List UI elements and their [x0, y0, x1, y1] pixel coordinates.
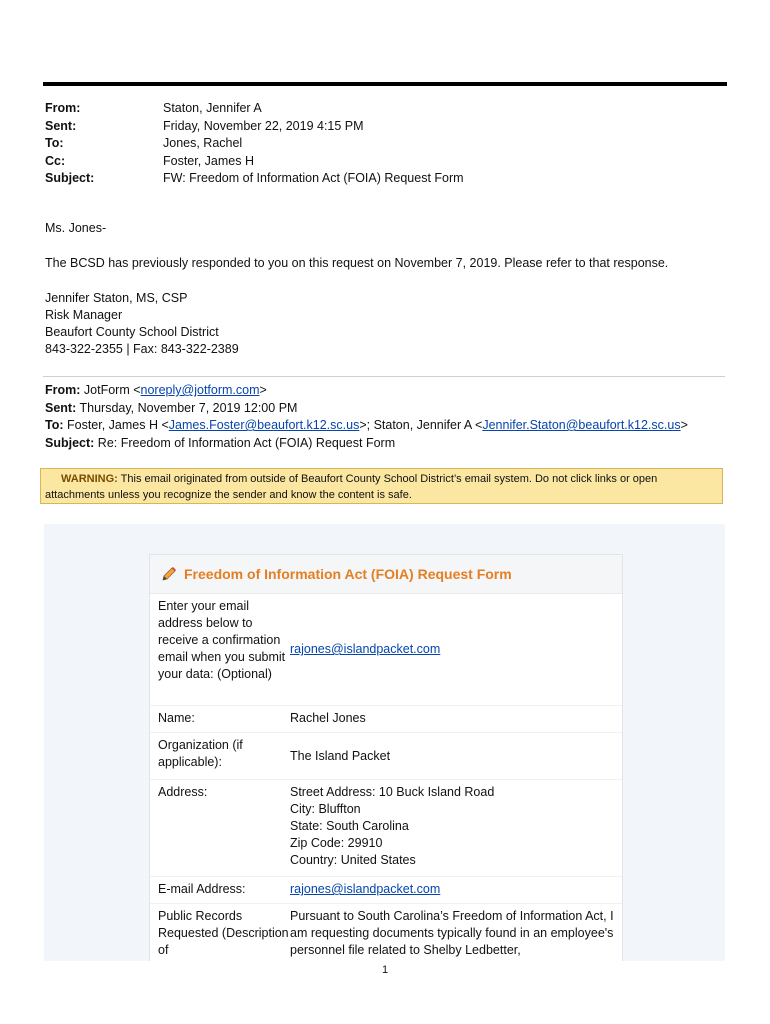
fwd-subject-value: Re: Freedom of Information Act (FOIA) Request Form [97, 435, 396, 450]
to-value: Jones, Rachel [163, 136, 243, 150]
form-label: Name: [158, 711, 195, 725]
address-line: Country: United States [290, 853, 416, 867]
signature-line: 843-322-2355 | Fax: 843-322-2389 [45, 342, 239, 356]
fwd-to-label: To: [45, 418, 64, 432]
form-row-records-requested [150, 904, 622, 961]
form-label: Organization (if applicable): [158, 738, 243, 769]
cc-label: Cc: [45, 153, 66, 168]
signature-line: Risk Manager [45, 308, 123, 322]
form-title-bar [150, 555, 622, 594]
form-row-name [150, 706, 622, 733]
fwd-to-email2-link[interactable]: Jennifer.Staton@beaufort.k12.sc.us [482, 418, 681, 432]
confirm-email-link[interactable]: rajones@islandpacket.com [290, 642, 441, 656]
form-value: Rachel Jones [290, 711, 366, 725]
subject-value: FW: Freedom of Information Act (FOIA) Request Form [163, 171, 464, 185]
fwd-to-mid: >; Staton, Jennifer A < [359, 418, 483, 432]
form-row-confirm-email [150, 594, 622, 706]
form-value: Pursuant to South Carolina’s Freedom of Information Act, I am requesting documents typically found in an employee's personnel file related to Shelby Ledbetter, [290, 909, 614, 957]
external-email-warning [40, 468, 723, 504]
fwd-from-close: > [259, 383, 267, 397]
fwd-from-label: From: [45, 383, 81, 397]
from-value: Staton, Jennifer A [163, 101, 262, 115]
from-label: From: [45, 101, 81, 115]
divider [43, 376, 725, 377]
form-row-email [150, 877, 622, 904]
fwd-from-name: JotForm < [83, 383, 141, 397]
fwd-to-name1: Foster, James H < [67, 418, 169, 432]
page-number: 1 [381, 964, 389, 976]
address-line: City: Bluffton [290, 802, 361, 816]
form-row-address [150, 780, 622, 877]
address-line: State: South Carolina [290, 819, 409, 833]
form-value: The Island Packet [290, 748, 391, 763]
fwd-to-email1-link[interactable]: James.Foster@beaufort.k12.sc.us [168, 418, 360, 432]
form-value [290, 780, 622, 876]
form-label: Public Records Requested (Description of [158, 909, 289, 957]
form-container [44, 524, 725, 961]
email-header [45, 100, 464, 188]
form-label: E-mail Address: [158, 882, 246, 896]
form-row-organization [150, 733, 622, 780]
signature-line: Jennifer Staton, MS, CSP [45, 291, 188, 305]
signature-line: Beaufort County School District [45, 325, 219, 339]
salutation: Ms. Jones- [45, 221, 107, 235]
cc-value: Foster, James H [163, 153, 254, 168]
signature [45, 290, 239, 358]
fwd-sent-value: Thursday, November 7, 2019 12:00 PM [79, 400, 298, 415]
fwd-sent-label: Sent: [45, 400, 77, 415]
pencil-icon [160, 565, 178, 583]
form-title: Freedom of Information Act (FOIA) Request Form [184, 566, 512, 582]
sent-label: Sent: [45, 118, 77, 133]
sent-value: Friday, November 22, 2019 4:15 PM [163, 118, 364, 133]
form-label: Address: [158, 785, 208, 799]
form-card [149, 554, 623, 961]
forwarded-header [45, 382, 688, 452]
warning-text: This email originated from outside of Beaufort County School District’s email system. Do not click links or open attachments unless you recognize the sender and know the content is safe. [45, 473, 658, 501]
fwd-subject-label: Subject: [45, 435, 95, 450]
email-address-link[interactable]: rajones@islandpacket.com [290, 882, 441, 896]
top-rule [43, 82, 727, 86]
fwd-from-email-link[interactable]: noreply@jotform.com [140, 383, 260, 397]
to-label: To: [45, 136, 64, 150]
body-paragraph: The BCSD has previously responded to you on this request on November 7, 2019. Please refer to that response. [45, 256, 669, 270]
address-line: Zip Code: 29910 [290, 836, 383, 850]
subject-label: Subject: [45, 171, 95, 185]
fwd-to-close: > [680, 418, 688, 432]
address-line: Street Address: 10 Buck Island Road [290, 785, 495, 799]
form-value [290, 594, 622, 705]
warning-label: WARNING: [61, 473, 118, 485]
form-label: Enter your email address below to receive a confirmation email when you submit your data: (Optional) [158, 599, 286, 681]
form-value [290, 877, 622, 903]
